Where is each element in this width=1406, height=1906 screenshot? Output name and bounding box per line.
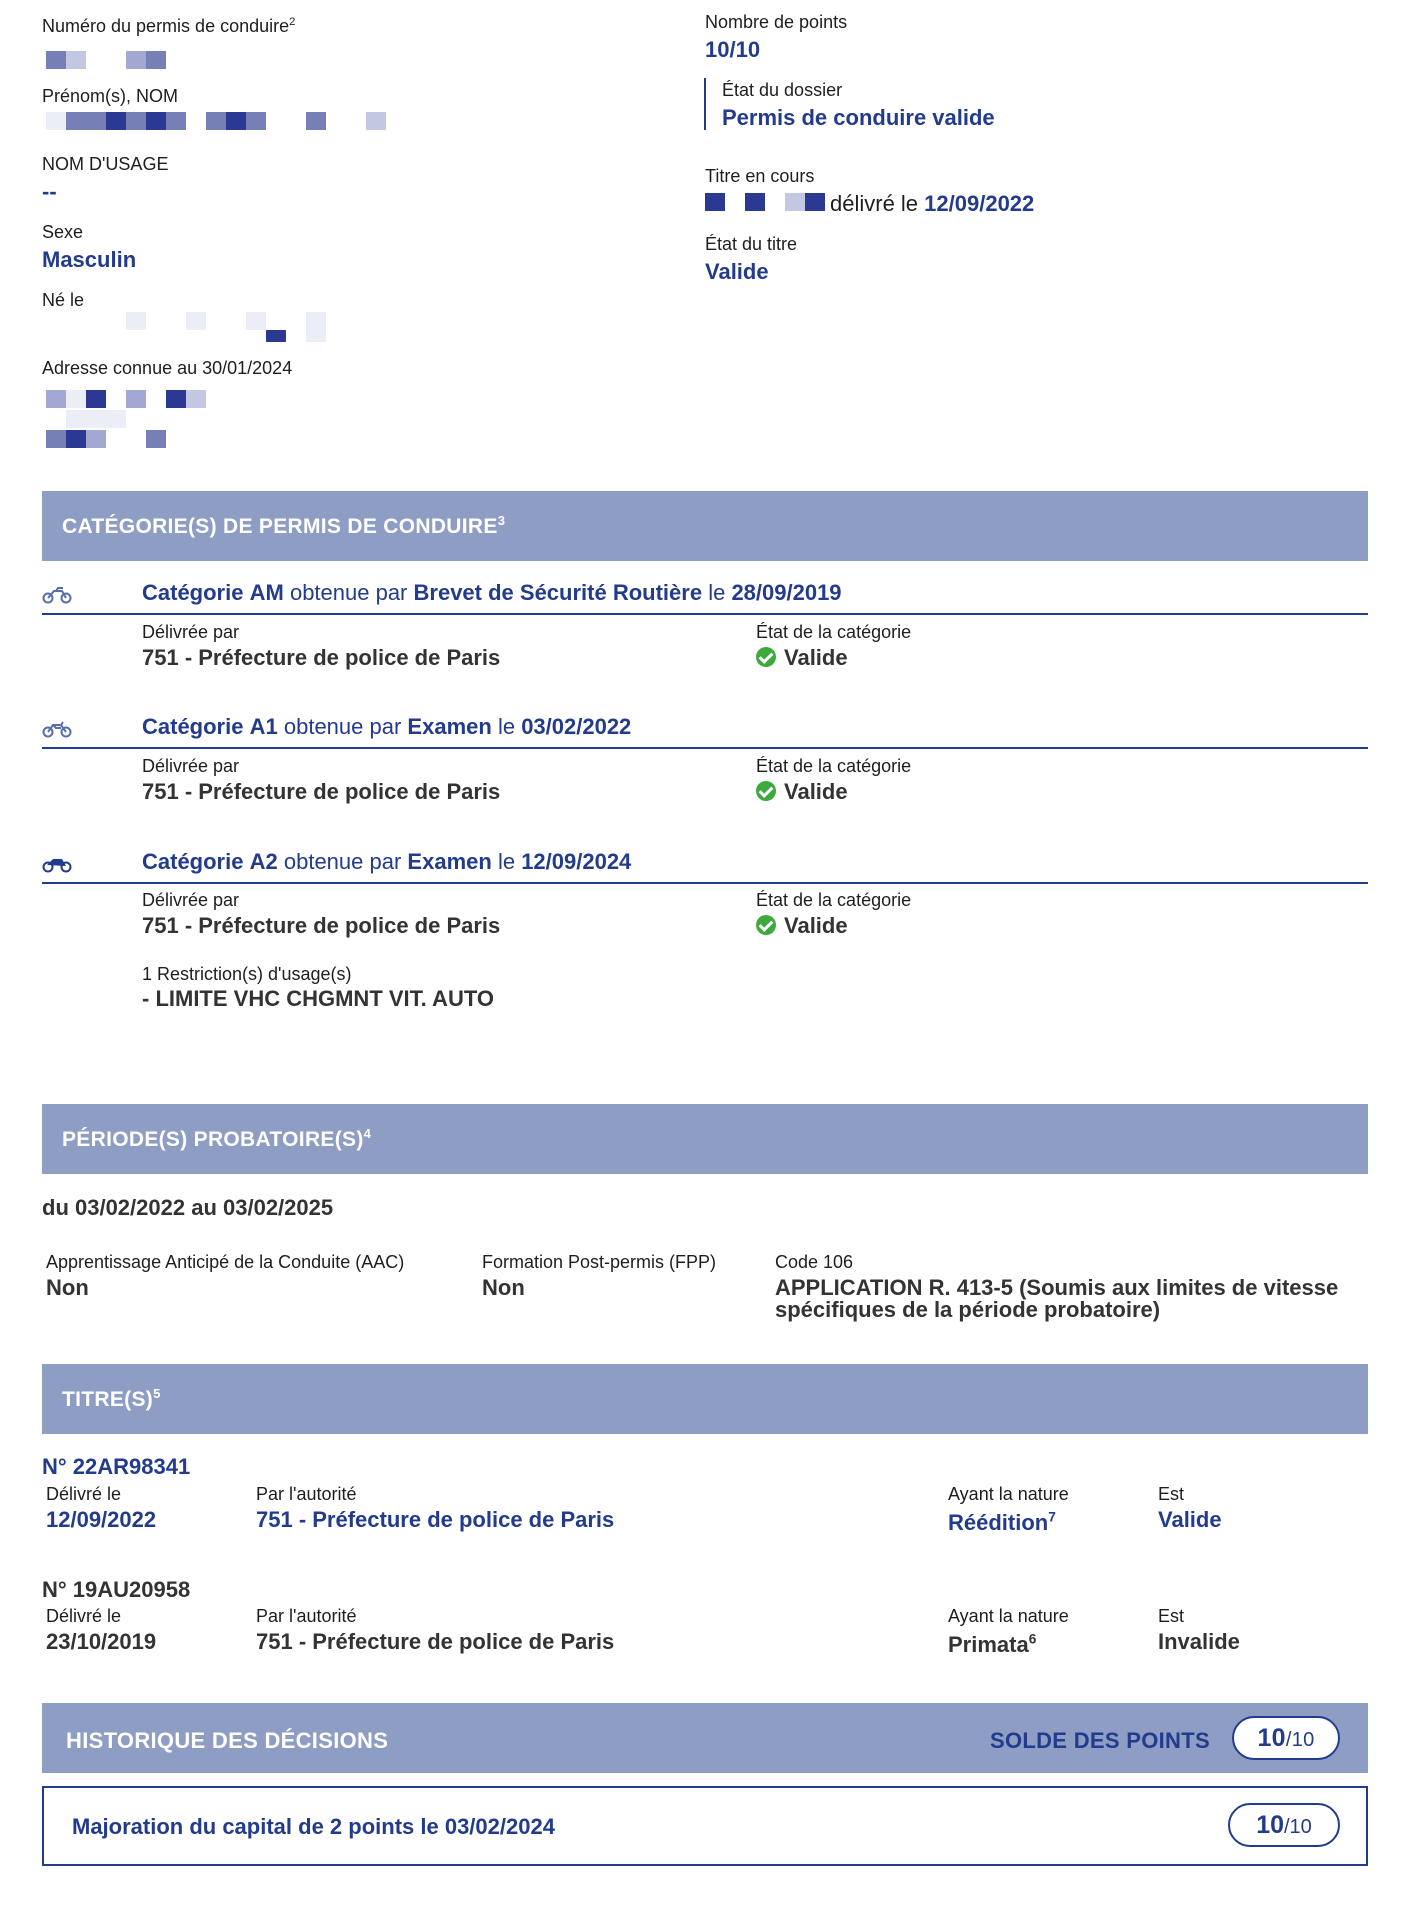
delivered-text: délivré le <box>830 191 919 216</box>
current-title-delivery <box>830 191 1034 217</box>
decision-text: Majoration du capital de 2 points le 03/02/2024 <box>72 1814 555 1839</box>
category-state-label: État de la catégorie <box>756 756 912 776</box>
authority-value: 751 - Préfecture de police de Paris <box>256 1507 615 1532</box>
address-label: Adresse connue au 30/01/2024 <box>42 358 293 378</box>
motorcycle-icon <box>42 855 72 873</box>
current-title-date: 12/09/2022 <box>924 191 1035 216</box>
file-state-value: Permis de conduire valide <box>722 105 995 130</box>
points-label: Nombre de points <box>705 12 848 32</box>
footnote-ref: 7 <box>1048 1509 1056 1525</box>
delivered-by-value: 751 - Préfecture de police de Paris <box>142 913 501 938</box>
footnote-ref: 4 <box>363 1126 372 1141</box>
authority-label: Par l'autorité <box>256 1606 357 1626</box>
footnote-ref: 6 <box>1028 1631 1037 1647</box>
restriction-value: - LIMITE VHC CHGMNT VIT. AUTO <box>142 986 494 1011</box>
category-heading: Catégorie AM obtenue par Brevet de Sécurité Routière le 28/09/2019 <box>142 580 842 605</box>
footnote-ref: 3 <box>497 513 506 528</box>
title-number: N° 22AR98341 <box>42 1454 191 1479</box>
code-value-line1: APPLICATION R. 413-5 (Soumis aux limites de vitesse <box>775 1275 1339 1300</box>
decision-points-badge: 10/10 <box>1228 1803 1340 1847</box>
delivered-date: 12/09/2022 <box>46 1507 157 1532</box>
nature-value: Primata$^6$ <box>948 1631 1037 1657</box>
titles-section-header <box>42 1364 1368 1434</box>
delivered-by-label: Délivrée par <box>142 756 240 776</box>
delivered-label: Délivré le <box>46 1606 122 1626</box>
decision-entry <box>42 1786 1368 1866</box>
authority-value: 751 - Préfecture de police de Paris <box>256 1629 615 1654</box>
category-state-label: État de la catégorie <box>756 890 912 910</box>
delivered-by-value: 751 - Préfecture de police de Paris <box>142 779 501 804</box>
category-state-value: Valide <box>756 645 848 671</box>
code-label: Code 106 <box>775 1252 854 1272</box>
file-state-divider <box>704 78 706 130</box>
section-title: CATÉGORIE(S) DE PERMIS DE CONDUIRE$^3$ <box>62 513 506 538</box>
title-state-value: Valide <box>705 259 769 284</box>
name-label: Prénom(s), NOM <box>42 86 179 106</box>
category-heading: Catégorie A1 obtenue par Examen le 03/02/2022 <box>142 714 632 739</box>
probation-period: du 03/02/2022 au 03/02/2025 <box>42 1195 334 1220</box>
is-label: Est <box>1158 1484 1185 1504</box>
footnote-ref: 5 <box>153 1386 161 1401</box>
fpp-label: Formation Post-permis (FPP) <box>482 1252 717 1272</box>
file-state-label: État du dossier <box>722 80 843 100</box>
category-divider <box>42 882 1368 884</box>
current-title-label: Titre en cours <box>705 166 815 186</box>
title-state-label: État du titre <box>705 234 798 254</box>
balance-label: SOLDE DES POINTS <box>990 1728 1210 1753</box>
aac-label: Apprentissage Anticipé de la Conduite (AAC) <box>46 1252 405 1272</box>
categories-section-header <box>42 491 1368 561</box>
usage-name-label: NOM D'USAGE <box>42 154 169 174</box>
fpp-value: Non <box>482 1275 525 1300</box>
light-motorcycle-icon <box>42 720 72 738</box>
usage-name-value: -- <box>42 179 57 204</box>
authority-label: Par l'autorité <box>256 1484 357 1504</box>
check-icon <box>756 647 776 667</box>
delivered-by-label: Délivrée par <box>142 622 240 642</box>
check-icon <box>756 781 776 801</box>
title-state-value: Valide <box>1158 1507 1222 1532</box>
section-title: HISTORIQUE DES DÉCISIONS <box>66 1728 389 1753</box>
category-heading: Catégorie A2 obtenue par Examen le 12/09/2024 <box>142 849 632 874</box>
license-number-label: Numéro du permis de conduire$^2$ <box>42 16 296 36</box>
delivered-by-label: Délivrée par <box>142 890 240 910</box>
points-value: 10/10 <box>705 37 761 62</box>
nature-value: Réédition$^7$ <box>948 1509 1056 1535</box>
category-state-value: Valide <box>756 913 848 939</box>
history-section-header <box>42 1703 1368 1773</box>
section-title: $TITRE(S)^5$ <box>62 1386 161 1411</box>
category-divider <box>42 613 1368 615</box>
title-state-value: Invalide <box>1158 1629 1240 1654</box>
probation-section-header <box>42 1104 1368 1174</box>
delivered-by-value: 751 - Préfecture de police de Paris <box>142 645 501 670</box>
footnote-ref: 2 <box>289 16 296 28</box>
birth-label: Né le <box>42 290 85 310</box>
category-state-label: État de la catégorie <box>756 622 912 642</box>
moped-icon <box>42 586 72 604</box>
delivered-date: 23/10/2019 <box>46 1629 157 1654</box>
section-title: PÉRIODE(S) $PROBATOIRE(S)^4$ <box>62 1126 372 1151</box>
nature-label: Ayant la nature <box>948 1484 1069 1504</box>
title-number: N° 19AU20958 <box>42 1577 191 1602</box>
delivered-label: Délivré le <box>46 1484 122 1504</box>
restriction-label: 1 Restriction(s) d'usage(s) <box>142 964 352 984</box>
nature-label: Ayant la nature <box>948 1606 1069 1626</box>
aac-value: Non <box>46 1275 89 1300</box>
is-label: Est <box>1158 1606 1185 1626</box>
sex-value: Masculin <box>42 247 137 272</box>
points-balance-badge: 10/10 <box>1232 1716 1340 1760</box>
category-divider <box>42 747 1368 749</box>
check-icon <box>756 915 776 935</box>
code-value-line2: spécifiques de la période probatoire) <box>775 1297 1161 1322</box>
category-state-value: Valide <box>756 779 848 805</box>
sex-label: Sexe <box>42 222 84 242</box>
